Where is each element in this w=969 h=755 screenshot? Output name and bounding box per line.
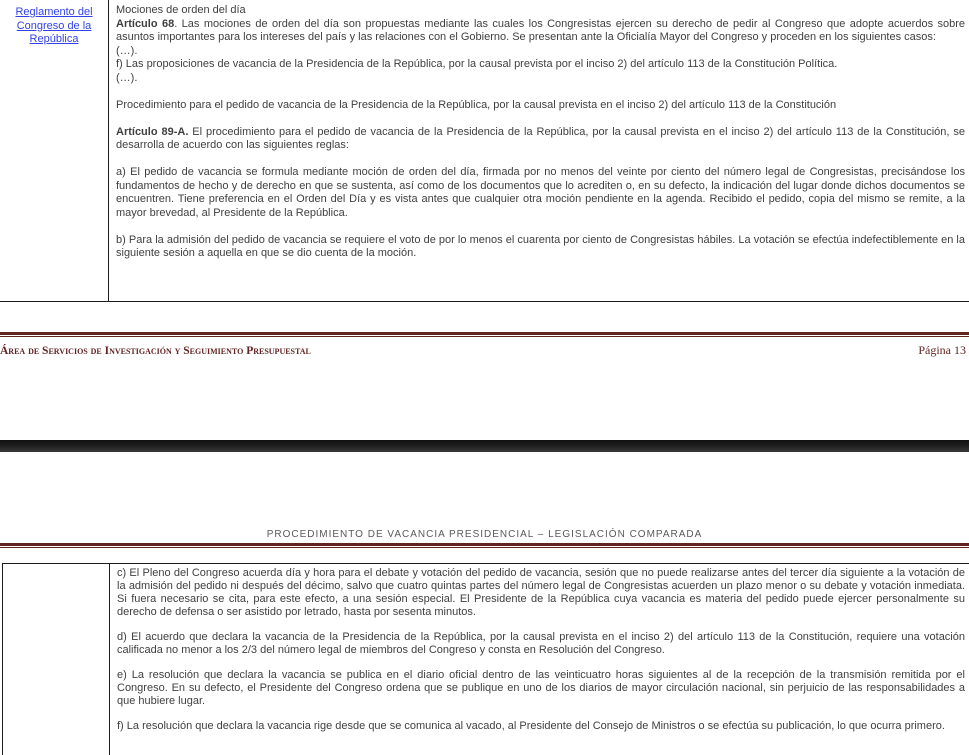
source-column-cell (0, 0, 109, 301)
footer-area-label: Área de Servicios de Investigación y Seguimiento Presupuestal (0, 345, 311, 357)
provision-text-cell-2 (110, 564, 969, 755)
paragraph-mociones: Mociones de orden del día (116, 4, 246, 16)
paragraph-regla-c: c) El Pleno del Congreso acuerda día y hora para el debate y votación del pedido de vacancia, sesión que no puede realizarse antes del tercer día siguiente a la votación de la admisión del pedido ni después del décimo, salvo que cuatro quintas partes del número legal de Congresistas acuerden un plazo menor o su debate y votación inmediata. Si fuera necesario se cita, para este efecto, a una sesión especial. El Presidente de la República cuya vacancia es materia del pedido puede ejercer personalmente su derecho de defensa o ser asistido por letrado, hasta por sesenta minutos. (117, 567, 965, 618)
footer-rule-thin (0, 336, 969, 337)
paragraph-ellipsis-2: (…). (116, 71, 138, 84)
paragraph-articulo-89a: Artículo 89-A. El procedimiento para el pedido de vacancia de la Presidencia de la República, por la causal prevista en el inciso 2) del artículo 113 de la Constitución, se desarrolla de acuerdo con las siguientes reglas: (116, 125, 965, 151)
header-rule-thin (0, 547, 969, 548)
comparison-table-page2 (2, 563, 969, 755)
paragraph-inciso-f: f) Las proposiciones de vacancia de la Presidencia de la República, por la causal prevista por el inciso 2) del artículo 113 de la Constitución Política. (116, 58, 838, 70)
comparison-table-page1 (0, 0, 969, 302)
paragraph-regla-e: e) La resolución que declara la vacancia se publica en el diario oficial dentro de las veinticuatro horas siguientes al de la recepción de la transmisión remitida por el Congreso. En su defecto, el Presidente del Congreso ordena que se publique en uno de los diarios de mayor circulación nacional, sin perjuicio de las responsabilidades a que hubiere lugar. (117, 669, 965, 708)
page-number: Página 13 (918, 343, 966, 357)
page-separator-bar (0, 440, 969, 452)
paragraph-regla-a: a) El pedido de vacancia se formula mediante moción de orden del día, firmada por no menos del veinte por ciento del número legal de Congresistas, precisándose los fundamentos de hecho y de derecho en que se sustenta, así como de los documentos que lo acrediten o, en su defecto, la indicación del lugar donde dichos documentos se encuentren. Tiene preferencia en el Orden del Día y es vista antes que cualquier otra moción pendiente en la agenda. Recibido el pedido, copia del mismo se remite, a la mayor brevedad, al Presidente de la República. (116, 166, 965, 219)
paragraph-articulo-68: Artículo 68. Las mociones de orden del día son propuestas mediante las cuales los Congresistas ejercen su derecho de pedir al Congreso que adopte acuerdos sobre asuntos importantes para los intereses del país y las relaciones con el Gobierno. Se presentan ante la Oficialía Mayor del Congreso y proceden en los siguientes casos: (116, 17, 966, 43)
reglamento-congreso-link[interactable]: Reglamento del Congreso de la República (15, 6, 93, 45)
page-footer (0, 343, 966, 358)
paragraph-regla-d: d) El acuerdo que declara la vacancia de la Presidencia de la República, por la causal prevista en el inciso 2) del artículo 113 de la Constitución, requiere una votación calificada no menor a los 2/3 del número legal de miembros del Congreso y consta en Resolución del Congreso. (117, 631, 965, 656)
footer-rule (0, 332, 969, 337)
provision-text-cell (109, 0, 969, 301)
empty-source-cell (3, 564, 110, 755)
paragraph-ellipsis-1: (…). (116, 44, 138, 57)
header-rule (0, 543, 969, 548)
paragraph-regla-b: b) Para la admisión del pedido de vacancia se requiere el voto de por lo menos el cuarenta por ciento de Congresistas hábiles. La votación se efectúa indefectiblemente en la siguiente sesión a aquella en que se dio cuenta de la moción. (116, 233, 965, 259)
paragraph-procedimiento-titulo: Procedimiento para el pedido de vacancia de la Presidencia de la República, por la causal prevista en el inciso 2) del artículo 113 de la Constitución (116, 98, 837, 111)
page-header-title: PROCEDIMIENTO DE VACANCIA PRESIDENCIAL – LEGISLACIÓN COMPARADA (266, 529, 703, 540)
paragraph-regla-f: f) La resolución que declara la vacancia rige desde que se comunica al vacado, al Presidente del Consejo de Ministros o se efectúa su publicación, lo que ocurra primero. (117, 720, 945, 733)
